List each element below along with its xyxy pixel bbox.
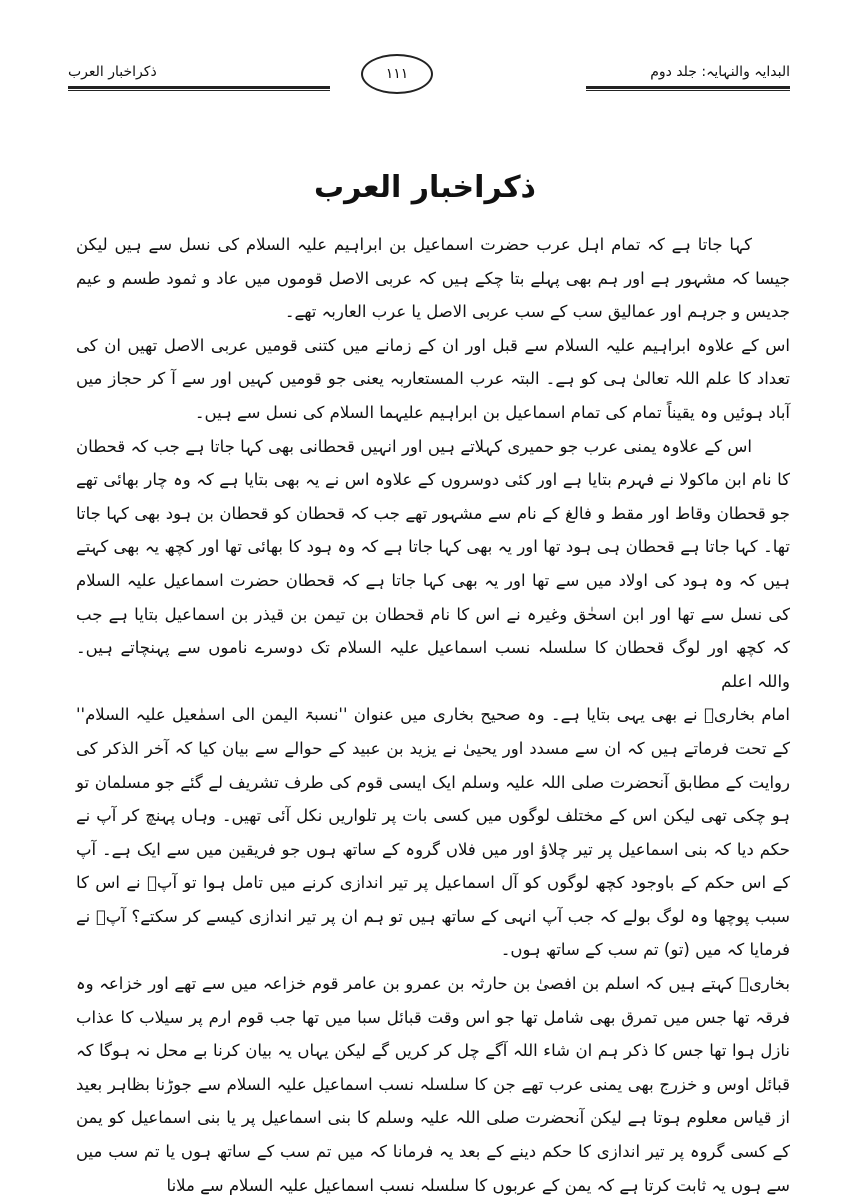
paragraph: اس کے علاوہ ابراہیم علیہ السلام سے قبل اور ان کے زمانے میں کتنی قومیں عربی الاصل تھیں ان کی تعداد کا علم اللہ تعالیٰ ہی کو ہے۔ البتہ عرب المستعاربہ یعنی جو قومیں کہیں اور سے آ کر حجاز میں آباد ہوئیں وہ یقیناً تمام کی تمام اسماعیل بن ابراہیم علیہما السلام کی نسل سے ہیں۔	[76, 335, 790, 422]
paragraph: کہا جاتا ہے کہ تمام اہل عرب حضرت اسماعیل بن ابراہیم علیہ السلام کی نسل سے ہیں لیکن جیسا کہ مشہور ہے اور ہم بھی پہلے بتا چکے ہیں کہ عربی الاصل قوموں میں عاد و ثمود طسم و عیم جدیس و جرہم اور عمالیق سب کے سب عربی الاصل یا عرب العاربہ تھے۔	[76, 235, 790, 322]
paragraph: بخاریؒ کہتے ہیں کہ اسلم بن افصیٰ بن حارثہ بن عمرو بن عامر قوم خزاعہ میں سے تھے اور خزاعہ وہ فرقہ تھا جس میں تمرق بھی شامل تھا جو اس وقت قبائل سبا میں تھا جب قوم ارم پر سیلاب کا عذاب نازل ہوا تھا جس کا ذکر ہم ان شاء اللہ آگے چل کر کریں گے لیکن یہاں یہ بیان کرنا بے محل نہ ہوگا کہ قبائل اوس و خزرج بھی یمنی عرب تھے جن کا سلسلہ نسب اسماعیل علیہ السلام سے جوڑنا بظاہر بعید از قیاس معلوم ہوتا ہے لیکن آنحضرت صلی اللہ علیہ وسلم کا بنی اسماعیل پر یا بنی اسماعیل کو یمن کے کسی گروہ پر تیر اندازی کا حکم دینے کے بعد یہ فرمانا کہ میں تم سب کے ساتھ ہوں یا تم سب میں سے ہوں یہ ثابت کرتا ہے کہ یمن کے عربوں کا سلسلہ نسب اسماعیل علیہ السلام سے ملانا	[76, 974, 790, 1195]
paragraph: امام بخاریؒ نے بھی یہی بتایا ہے۔ وہ صحیح بخاری میں عنوان ''نسبۃ الیمن الی اسمٰعیل علیہ السلام'' کے تحت فرماتے ہیں کہ ان سے مسدد اور یحییٰ نے یزید بن عبید کے حوالے سے بیان کیا کہ آخر الذکر کی روایت کے مطابق آنحضرت صلی اللہ علیہ وسلم ایک ایسی قوم کی طرف تشریف لے گئے جو مسلمان تو ہو چکی تھی لیکن اس کے مختلف لوگوں میں کسی بات پر تلواریں نکل آئی تھیں۔ وہاں پہنچ کر آپ نے حکم دیا کہ بنی اسماعیل پر تیر چلاؤ اور میں فلاں گروہ کے ساتھ ہوں جو فریقین میں سے ایک ہے۔ آپ کے اس حکم کے باوجود کچھ لوگوں کو آل اسماعیل پر تیر اندازی کرنے میں تامل ہوا تو آپؐ نے اس کا سبب پوچھا وہ لوگ بولے کہ جب آپ انہی کے ساتھ ہیں تو ہم ان پر تیر اندازی کیسے کر سکتے؟ آپؐ نے فرمایا کہ میں (تو) تم سب کے ساتھ ہوں۔	[76, 705, 790, 960]
header-rule-left	[68, 86, 330, 91]
chapter-title: ذکراخبار العرب	[314, 170, 536, 206]
page-number: ١١١	[361, 54, 433, 94]
header-rule-right	[586, 86, 790, 91]
paragraph: اس کے علاوہ یمنی عرب جو حمیری کہلاتے ہیں اور انہیں قحطانی بھی کہا جاتا ہے جب کہ قحطان کا نام ابن ماکولا نے فہرم بتایا ہے اور کئی دوسروں کے علاوہ اس نے یہ بھی بتایا ہے کہ وہ چار بھائی تھے جو قحطان وقاط اور مقط و فالغ کے نام سے مشہور تھے جب کہ قحطان کو قحطان بن ہود بھی کہا جاتا تھا۔ کہا جاتا ہے قحطان ہی ہود تھا اور یہ بھی کہا جاتا ہے کہ وہ ہود کا بھائی تھا اور کچھ یہ بھی کہتے ہیں کہ وہ ہود کی اولاد میں سے تھا اور یہ بھی کہا جاتا ہے کہ قحطان حضرت اسماعیل علیہ السلام کی نسل سے تھا اور ابن اسحٰق وغیرہ نے اس کا نام قحطان بن تیمن بن قیذر بن اسماعیل بتایا ہے جب کہ کچھ اور لوگ قحطان کا سلسلہ نسب اسماعیل علیہ السلام تک دوسرے ناموں سے پہنچاتے ہیں۔ واللہ اعلم	[76, 436, 790, 691]
running-header	[68, 48, 790, 94]
header-chapter-title: ذکراخبار العرب	[68, 64, 157, 80]
body-text	[76, 228, 790, 1202]
header-book-title: البدایہ والنہایہ: جلد دوم	[650, 64, 790, 80]
